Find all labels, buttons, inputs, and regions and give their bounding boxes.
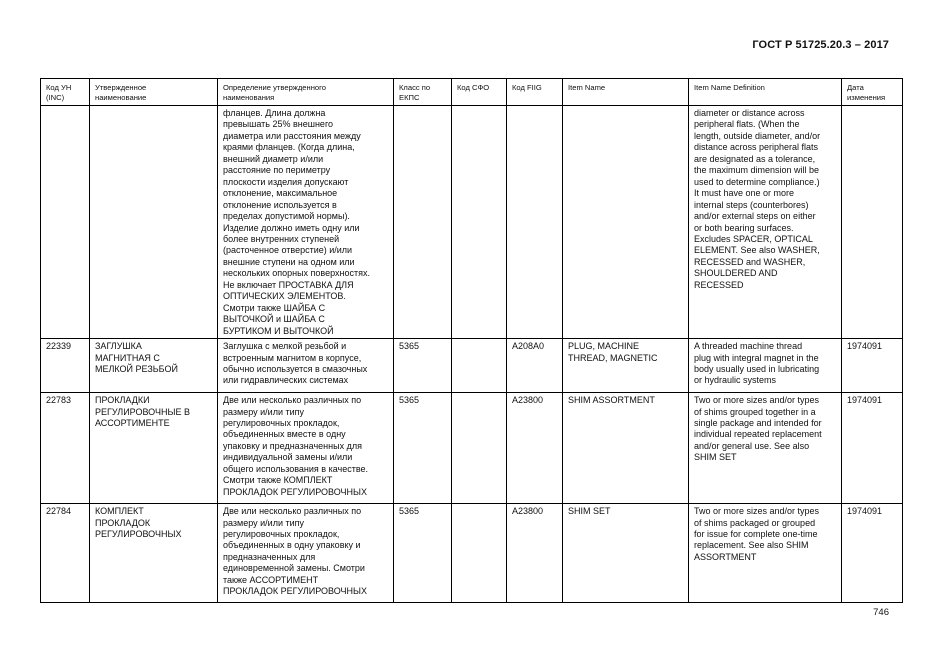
cell-fiig: A23800: [507, 393, 563, 504]
table-header-row: [41, 79, 903, 106]
cell-date: 1974091: [842, 504, 903, 603]
column-header-item-name-definition: Item Name Definition: [689, 79, 842, 106]
cell-date: 1974091: [842, 339, 903, 393]
cell-item-name: [563, 106, 689, 339]
cell-inc: [41, 106, 90, 339]
cell-inc: 22784: [41, 504, 90, 603]
document-standard-header: ГОСТ Р 51725.20.3 – 2017: [752, 39, 889, 51]
table-row: [41, 106, 903, 339]
cell-definition-ru: Две или несколько различных по размеру и/или типу регулировочных прокладок, объединенных вместе в одну упаковку и предназначенных для индивидуальной замены и/или общего использования в качестве. Смотри также КОМПЛЕКТ ПРОКЛАДОК РЕГУЛИРОВОЧНЫХ: [218, 393, 394, 504]
cell-class: 5365: [394, 393, 452, 504]
cell-approved-name: [90, 106, 218, 339]
column-header-date: Дата изменения: [842, 79, 903, 106]
cell-inc: 22783: [41, 393, 90, 504]
table-row: [41, 393, 903, 504]
cell-date: 1974091: [842, 393, 903, 504]
cell-sfo: [452, 504, 507, 603]
cell-class: 5365: [394, 504, 452, 603]
cell-inc: 22339: [41, 339, 90, 393]
column-header-inc: Код УН (INC): [41, 79, 90, 106]
cell-approved-name: КОМПЛЕКТ ПРОКЛАДОК РЕГУЛИРОВОЧНЫХ: [90, 504, 218, 603]
cell-item-name-definition: Two or more sizes and/or types of shims packaged or grouped for issue for complete one-time replacement. See also SHIM ASSORTMENT: [689, 504, 842, 603]
cell-sfo: [452, 393, 507, 504]
column-header-item-name: Item Name: [563, 79, 689, 106]
items-table: [40, 78, 903, 603]
column-header-class: Класс по ЕКПС: [394, 79, 452, 106]
page-number: 746: [873, 607, 889, 618]
cell-fiig: [507, 106, 563, 339]
table-row: [41, 504, 903, 603]
cell-date: [842, 106, 903, 339]
cell-approved-name: ПРОКЛАДКИ РЕГУЛИРОВОЧНЫЕ В АССОРТИМЕНТЕ: [90, 393, 218, 504]
cell-class: [394, 106, 452, 339]
cell-approved-name: ЗАГЛУШКА МАГНИТНАЯ С МЕЛКОЙ РЕЗЬБОЙ: [90, 339, 218, 393]
cell-fiig: A23800: [507, 504, 563, 603]
cell-item-name: SHIM SET: [563, 504, 689, 603]
cell-sfo: [452, 339, 507, 393]
cell-definition-ru: Заглушка с мелкой резьбой и встроенным магнитом в корпусе, обычно используется в смазочных или гидравлических системах: [218, 339, 394, 393]
cell-item-name-definition: Two or more sizes and/or types of shims grouped together in a single package and intended for individual repeated replacement and/or general use. See also SHIM SET: [689, 393, 842, 504]
cell-item-name: PLUG, MACHINE THREAD, MAGNETIC: [563, 339, 689, 393]
cell-item-name-definition: A threaded machine thread plug with integral magnet in the body usually used in lubricating or hydraulic systems: [689, 339, 842, 393]
column-header-fiig: Код FIIG: [507, 79, 563, 106]
cell-item-name-definition: diameter or distance across peripheral flats. (When the length, outside diameter, and/or distance across peripheral flats are designated as a tolerance, the maximum dimension will be used to determine compliance.) It must have one or more internal steps (counterbores) and/or external steps on either or both bearing surfaces. Excludes SPACER, OPTICAL ELEMENT. See also WASHER, RECESSED and WASHER, SHOULDERED AND RECESSED: [689, 106, 842, 339]
column-header-sfo: Код СФО: [452, 79, 507, 106]
cell-item-name: SHIM ASSORTMENT: [563, 393, 689, 504]
cell-definition-ru: Две или несколько различных по размеру и/или типу регулировочных прокладок, объединенных в одну упаковку и предназначенных для единовременной замены. Смотри также АССОРТИМЕНТ ПРОКЛАДОК РЕГУЛИРОВОЧНЫХ: [218, 504, 394, 603]
cell-definition-ru: фланцев. Длина должна превышать 25% внешнего диаметра или расстояния между краями фланцев. (Когда длина, внешний диаметр и/или расстояние по периметру плоскости изделия допускают отклонение, максимальное отклонение используется в пределах допустимой нормы). Изделие должно иметь одну или более внутренних ступеней (расточенное отверстие) и/или внешние ступени на одном или нескольких опорных поверхностях. Не включает ПРОСТАВКА ДЛЯ ОПТИЧЕСКИХ ЭЛЕМЕНТОВ. Смотри также ШАЙБА С ВЫТОЧКОЙ и ШАЙБА С БУРТИКОМ И ВЫТОЧКОЙ: [218, 106, 394, 339]
cell-class: 5365: [394, 339, 452, 393]
cell-sfo: [452, 106, 507, 339]
cell-fiig: A208A0: [507, 339, 563, 393]
column-header-approved-name: Утвержденное наименование: [90, 79, 218, 106]
column-header-definition-ru: Определение утвержденного наименования: [218, 79, 394, 106]
table-row: [41, 339, 903, 393]
